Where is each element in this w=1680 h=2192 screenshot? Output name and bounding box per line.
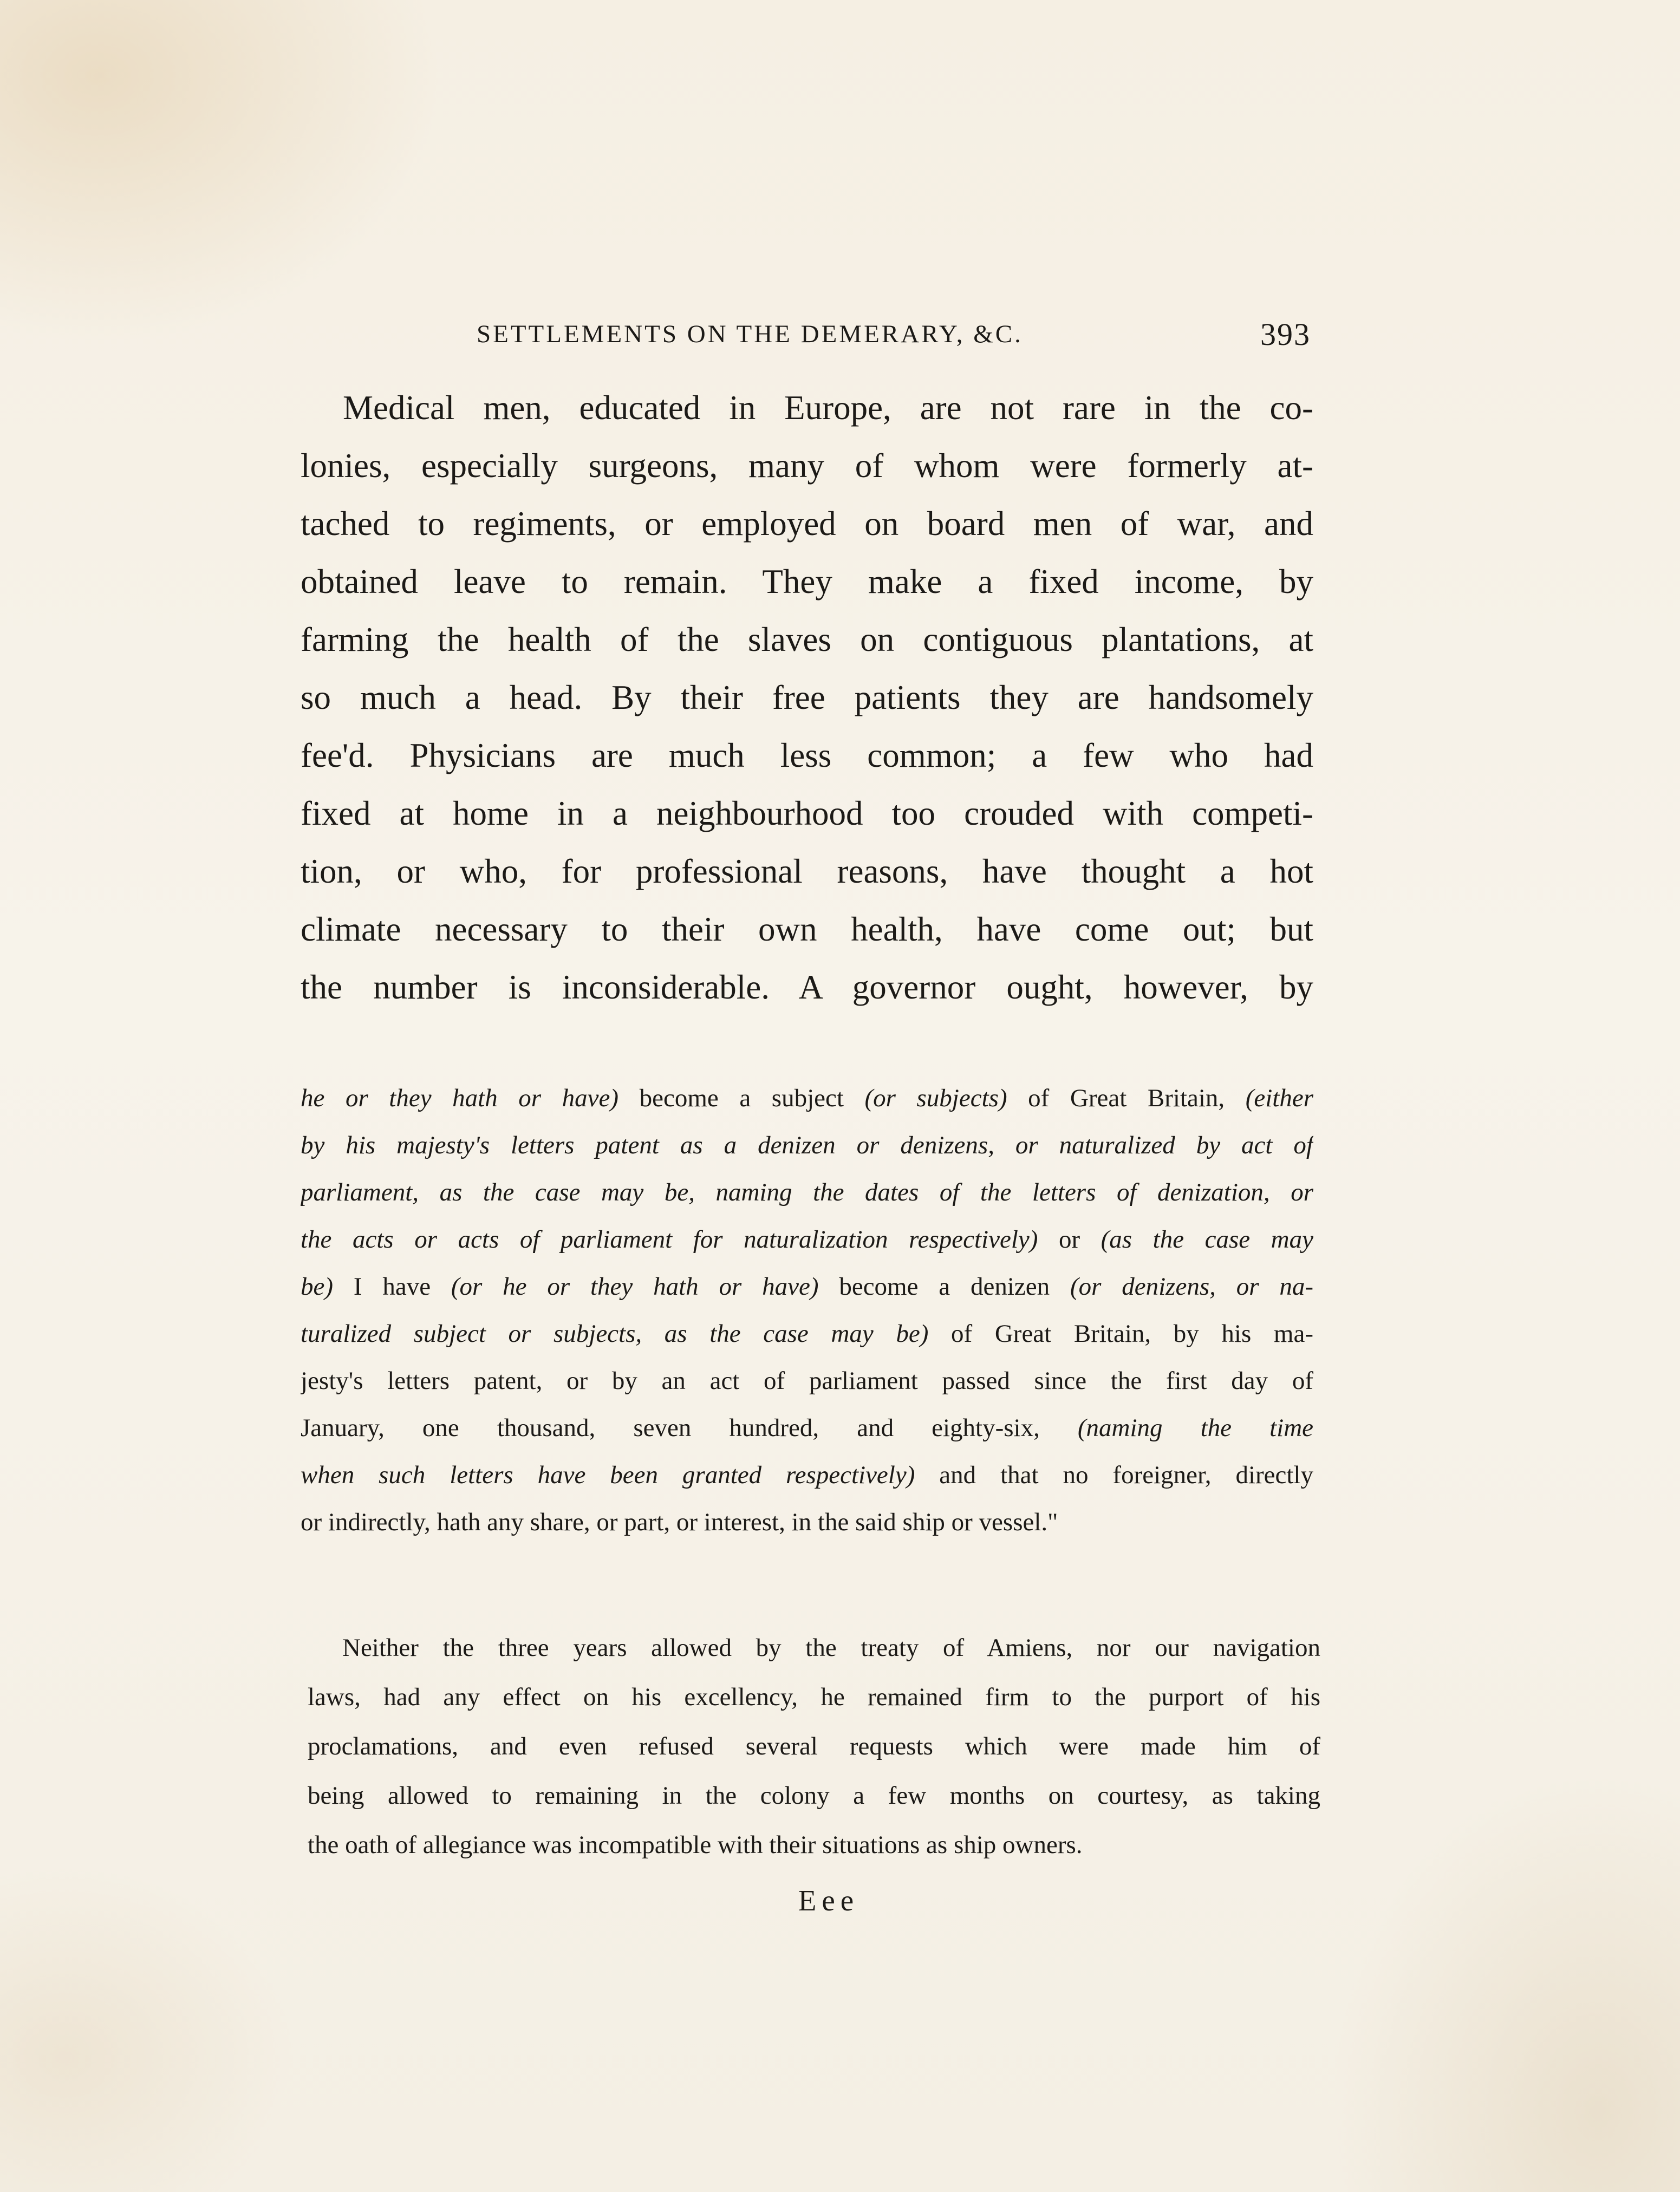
roman-text: become a denizen xyxy=(818,1273,1070,1301)
text-line: Medical men, educated in Europe, are not rare in the co- xyxy=(343,389,1313,427)
text-line: laws, had any effect on his excellency, he remained firm to the purport of his xyxy=(308,1683,1320,1711)
italic-text: (naming the time xyxy=(1077,1414,1313,1442)
quote-line xyxy=(301,1310,1313,1358)
italic-text: (either xyxy=(1245,1084,1313,1112)
roman-text: or indirectly, hath any share, or part, or interest, in the said ship or vessel." xyxy=(301,1508,1058,1536)
quote-line xyxy=(301,1499,1313,1546)
text-line: tion, or who, for professional reasons, have thought a hot xyxy=(301,852,1313,890)
italic-text: (or denizens, or na- xyxy=(1070,1273,1313,1301)
quote-line xyxy=(301,1358,1313,1405)
quote-line xyxy=(301,1169,1313,1216)
italic-text: parliament, as the case may be, naming the dates of the letters of denization, or xyxy=(301,1178,1313,1206)
text-line: so much a head. By their free patients they are handsomely xyxy=(301,679,1313,716)
roman-text: I have xyxy=(333,1273,451,1301)
running-head xyxy=(477,319,1311,357)
text-line: the oath of allegiance was incompatible with their situations as ship owners. xyxy=(308,1831,1083,1859)
quote-line xyxy=(301,1075,1313,1122)
italic-text: he or they hath or have) xyxy=(301,1084,619,1112)
italic-text: when such letters have been granted respectively) xyxy=(301,1461,915,1489)
quote-line xyxy=(301,1122,1313,1169)
quote-line xyxy=(301,1216,1313,1263)
text-line: proclamations, and even refused several requests which were made him of xyxy=(308,1732,1320,1760)
roman-text: of Great Britain, xyxy=(1007,1084,1246,1112)
quotation-block xyxy=(301,1075,1313,1546)
quote-line xyxy=(301,1452,1313,1499)
italic-text: the acts or acts of parliament for naturalization respectively) xyxy=(301,1225,1038,1254)
roman-text: become a subject xyxy=(618,1084,865,1112)
second-paragraph xyxy=(308,1623,1320,1870)
text-line: fee'd. Physicians are much less common; a few who had xyxy=(301,736,1313,774)
quote-line xyxy=(301,1263,1313,1310)
roman-text: or xyxy=(1038,1225,1101,1254)
text-line: fixed at home in a neighbourhood too crouded with competi- xyxy=(301,794,1313,832)
text-line: tached to regiments, or employed on board men of war, and xyxy=(301,505,1313,543)
roman-text: jesty's letters patent, or by an act of parliament passed since the first day of xyxy=(301,1367,1313,1395)
text-line: the number is inconsiderable. A governor ought, however, by xyxy=(301,968,1313,1006)
quote-line xyxy=(301,1405,1313,1452)
roman-text: January, one thousand, seven hundred, and eighty-six, xyxy=(301,1414,1078,1442)
italic-text: be) xyxy=(301,1273,334,1301)
roman-text: and that no foreigner, directly xyxy=(915,1461,1313,1489)
italic-text: (as the case may xyxy=(1101,1225,1313,1254)
signature-mark: Eee xyxy=(798,1884,859,1917)
page-number: 393 xyxy=(1260,317,1311,352)
italic-text: (or he or they hath or have) xyxy=(451,1273,819,1301)
text-line: being allowed to remaining in the colony a few months on courtesy, as taking xyxy=(308,1782,1320,1810)
roman-text: of Great Britain, by his ma- xyxy=(928,1320,1313,1348)
italic-text: (or subjects) xyxy=(864,1084,1007,1112)
text-line: Neither the three years allowed by the treaty of Amiens, nor our navigation xyxy=(342,1634,1320,1662)
running-head-title: SETTLEMENTS ON THE DEMERARY, &C. xyxy=(477,320,1023,348)
italic-text: turalized subject or subjects, as the case may be) xyxy=(301,1320,929,1348)
main-paragraph xyxy=(301,379,1313,1016)
text-line: farming the health of the slaves on contiguous plantations, at xyxy=(301,621,1313,658)
text-line: obtained leave to remain. They make a fixed income, by xyxy=(301,563,1313,601)
text-line: lonies, especially surgeons, many of whom were formerly at- xyxy=(301,447,1313,485)
text-line: climate necessary to their own health, have come out; but xyxy=(301,910,1313,948)
italic-text: by his majesty's letters patent as a denizen or denizens, or naturalized by act of xyxy=(301,1131,1313,1159)
